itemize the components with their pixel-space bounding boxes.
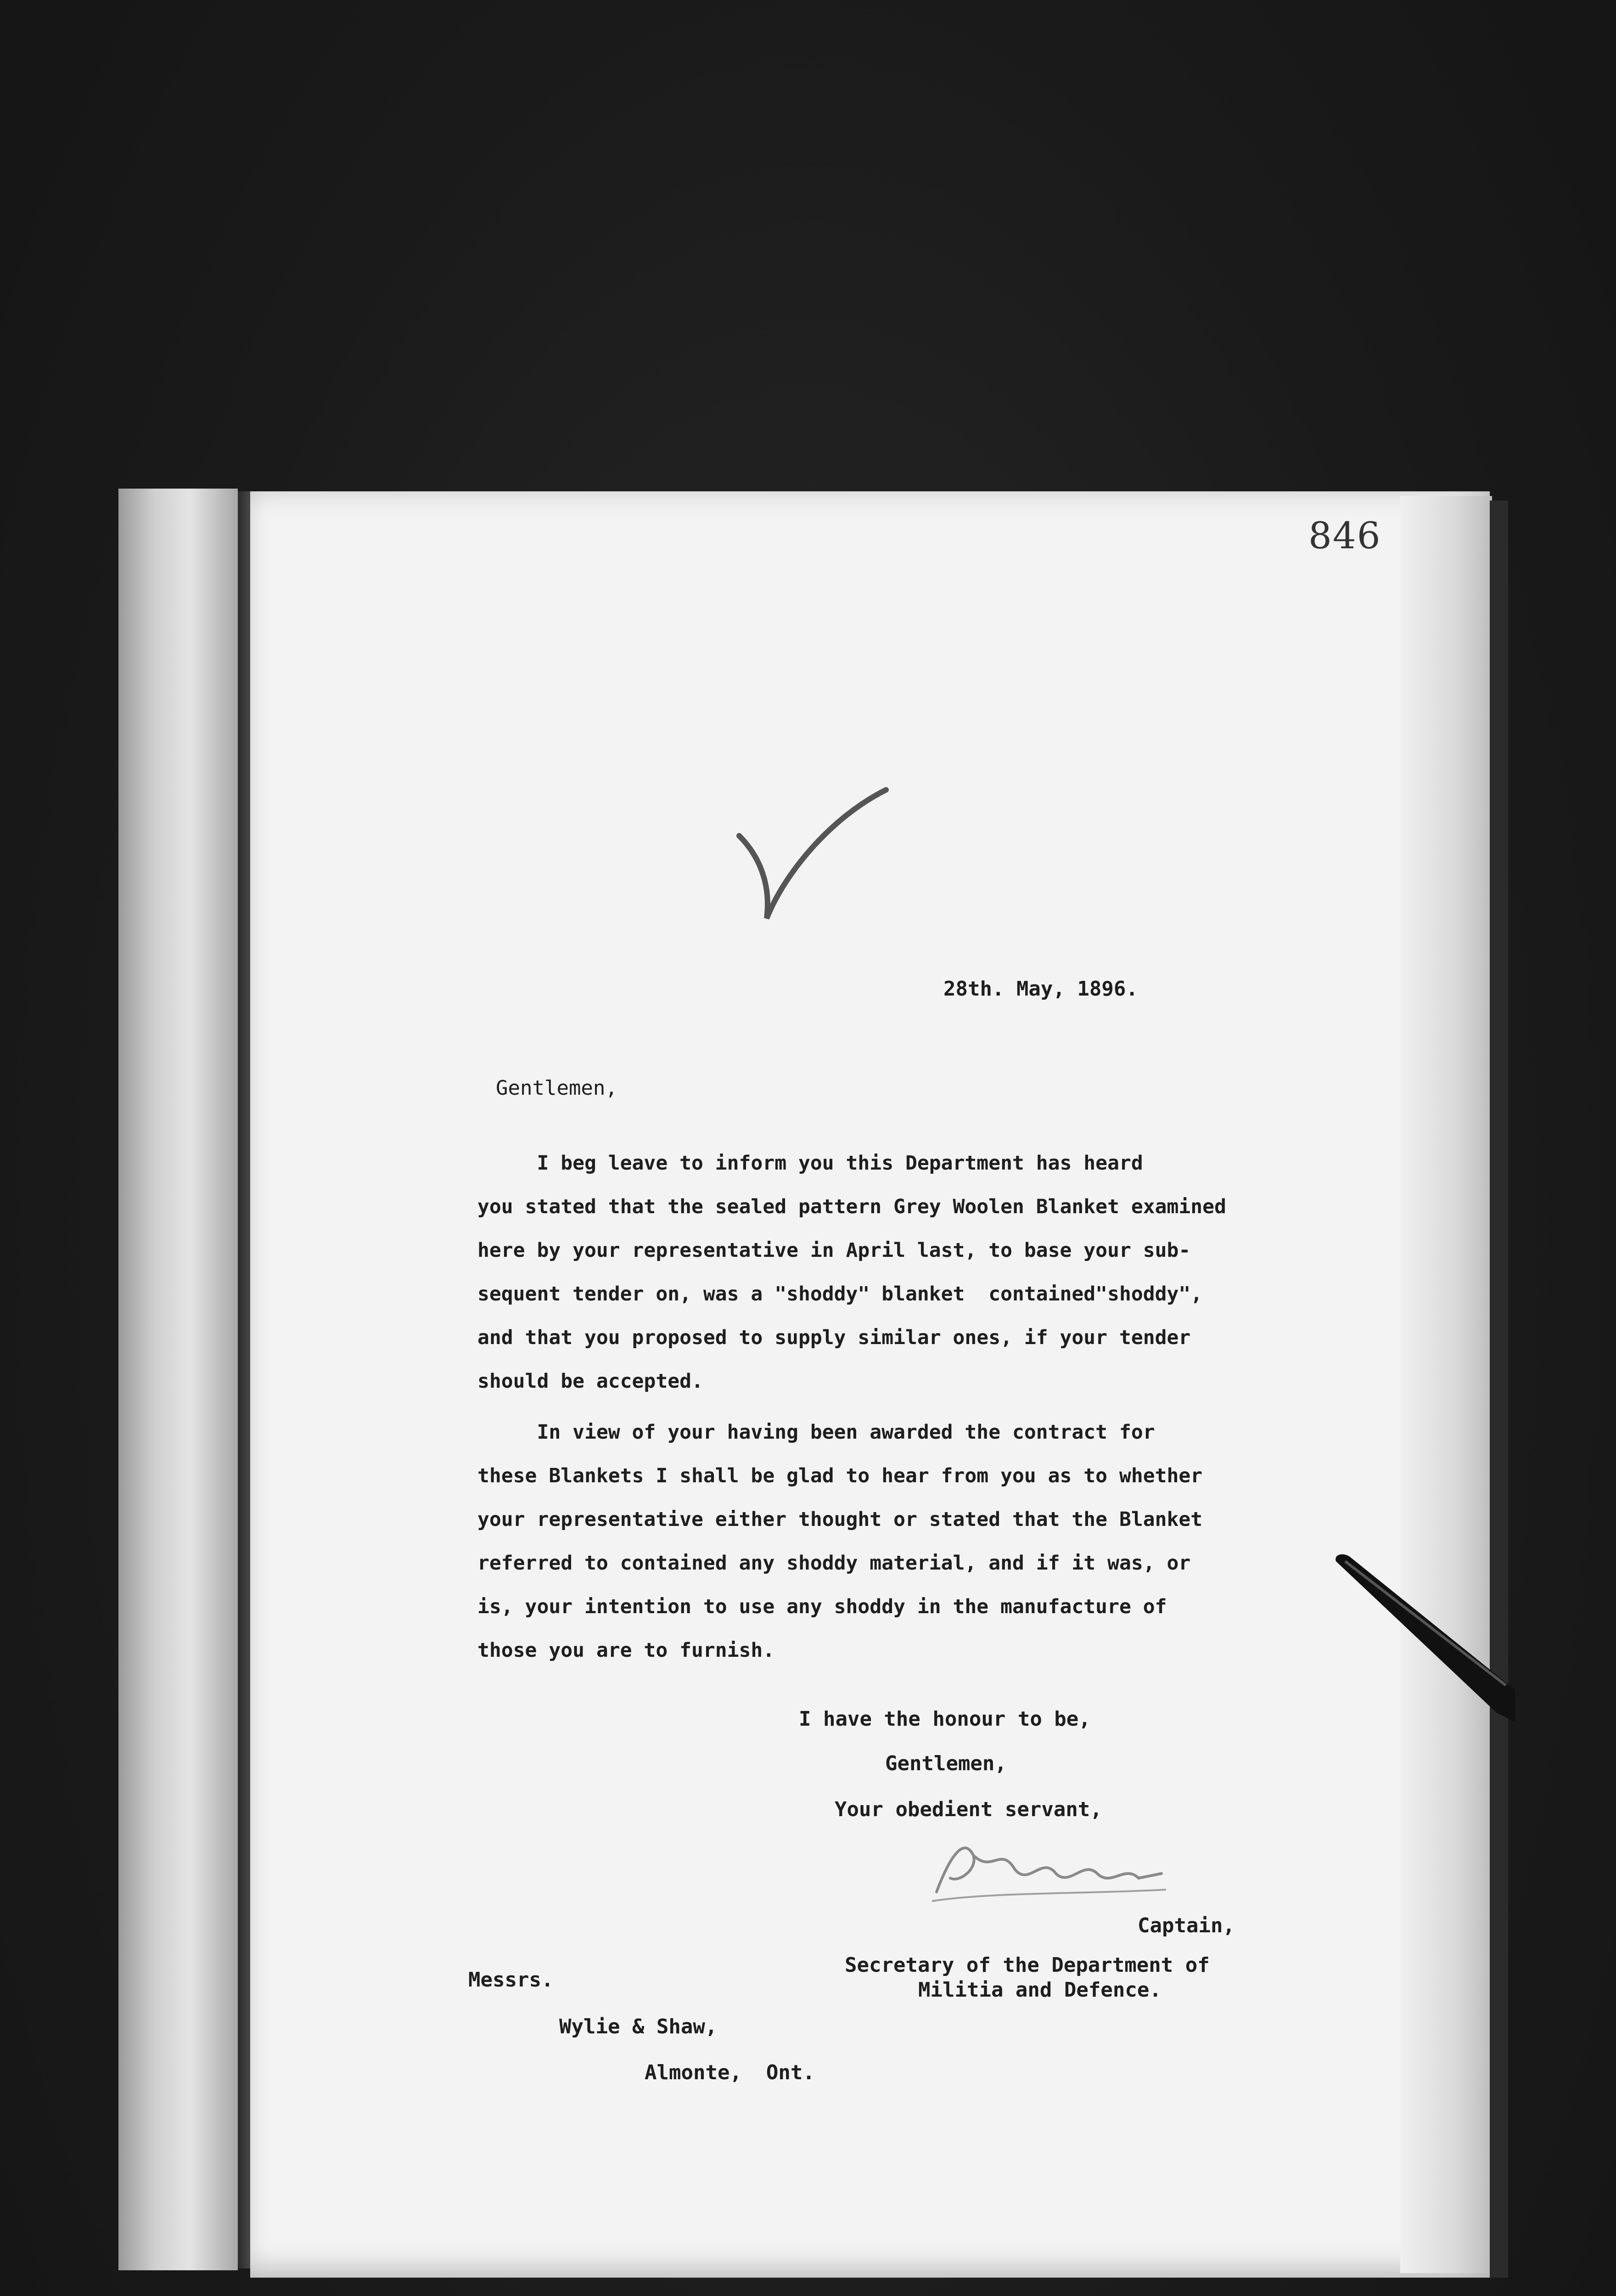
recipient-place: Almonte, Ont. <box>645 2061 815 2084</box>
signer-rank: Captain, <box>1138 1914 1235 1937</box>
paragraph-line: here by your representative in April last, to base your sub- <box>477 1239 1191 1262</box>
letter-date: 28th. May, 1896. <box>943 977 1138 1001</box>
paragraph-line: and that you proposed to supply similar ones, if your tender <box>477 1326 1191 1349</box>
signer-title-1: Secretary of the Department of <box>845 1953 1210 1977</box>
paragraph-line: is, your intention to use any shoddy in the manufacture of <box>477 1595 1167 1618</box>
signature <box>923 1828 1171 1906</box>
letter-paragraph-1 <box>477 1142 1322 1403</box>
paragraph-line: referred to contained any shoddy material, and if it was, or <box>477 1552 1191 1575</box>
recipient-prefix: Messrs. <box>468 1968 554 1992</box>
pen-tip <box>1331 1552 1515 1736</box>
paragraph-line: you stated that the sealed pattern Grey Woolen Blanket examined <box>477 1195 1226 1218</box>
checkmark-icon <box>730 781 895 928</box>
paragraph-line: those you are to furnish. <box>477 1639 775 1662</box>
paragraph-line: your representative either thought or stated that the Blanket <box>477 1508 1203 1531</box>
page-right-edge <box>1490 501 1508 2278</box>
page-number: 846 <box>1308 514 1381 557</box>
paragraph-line: should be accepted. <box>477 1370 703 1393</box>
recipient-name: Wylie & Shaw, <box>559 2015 718 2038</box>
closing-line-1: I have the honour to be, <box>799 1707 1091 1731</box>
binding-strip <box>118 489 238 2270</box>
page-fold <box>1400 496 1492 2273</box>
paragraph-line: In view of your having been awarded the contract for <box>477 1421 1155 1444</box>
letter-salutation: Gentlemen, <box>496 1076 617 1100</box>
closing-line-2: Gentlemen, <box>885 1752 1007 1775</box>
signer-title-2: Militia and Defence. <box>918 1978 1162 2002</box>
paragraph-line: sequent tender on, was a "shoddy" blanket contained"shoddy", <box>477 1283 1203 1306</box>
letter-paragraph-2 <box>477 1411 1322 1672</box>
paragraph-line: these Blankets I shall be glad to hear from you as to whether <box>477 1464 1203 1487</box>
paragraph-line: I beg leave to inform you this Department has heard <box>477 1152 1143 1175</box>
closing-line-3: Your obedient servant, <box>835 1798 1102 1821</box>
